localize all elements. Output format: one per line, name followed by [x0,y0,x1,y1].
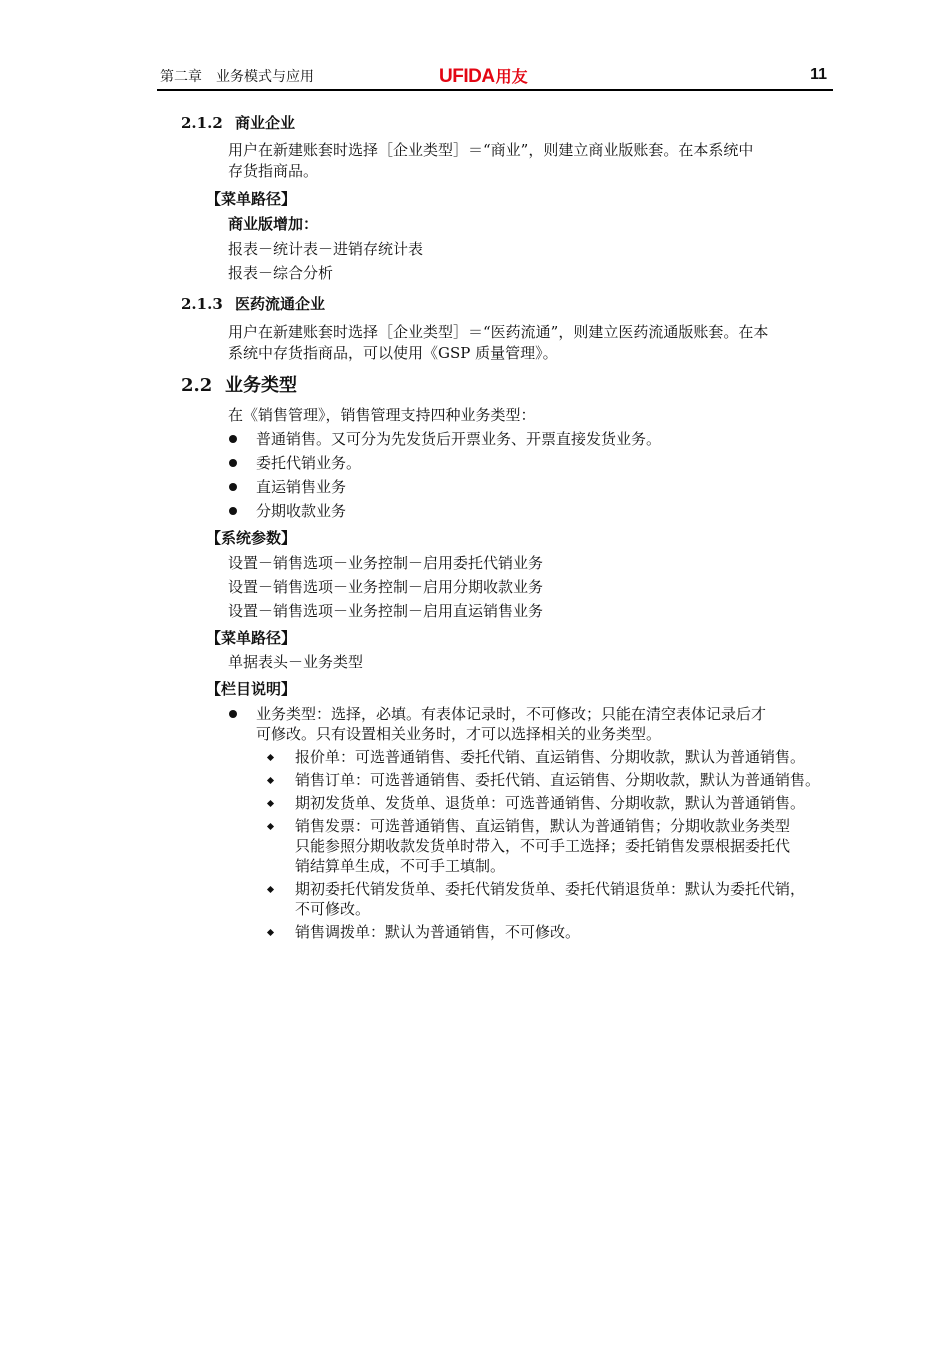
paragraph-line: 存货指商品。 [228,162,319,180]
bullet-item: 直运销售业务 [256,478,347,496]
menu-path-heading: 【菜单路径】 [206,629,297,647]
intro-text: 在《销售管理》，销售管理支持四种业务类型： [228,406,536,424]
system-param-line: 设置－销售选项－业务控制－启用分期收款业务 [228,578,544,596]
bullet-item: 分期收款业务 [256,502,347,520]
paragraph-line: 系统中存货指商品，可以使用《GSP 质量管理》。 [228,344,558,362]
section-title: 商业企业 [235,114,296,132]
section-number: 2.1.2 [181,114,223,132]
menu-path-line: 报表－统计表－进销存统计表 [228,240,424,258]
section-heading-2-1-2 [181,112,295,134]
diamond-continuation: 销结算单生成，不可手工填制。 [295,857,506,875]
commercial-add-label: 商业版增加： [228,215,319,233]
menu-path-heading: 【菜单路径】 [206,190,297,208]
menu-path-line: 单据表头－业务类型 [228,653,364,671]
diamond-continuation: 只能参照分期收款发货单时带入，不可手工选择；委托销售发票根据委托代 [295,837,791,855]
system-params-heading: 【系统参数】 [206,529,297,547]
diamond-item: 销售订单：可选普通销售、委托代销、直运销售、分期收款，默认为普通销售。 [295,771,821,789]
logo-latin-text: UFIDA [439,66,495,87]
diamond-item: 报价单：可选普通销售、委托代销、直运销售、分期收款，默认为普通销售。 [295,748,806,766]
system-param-line: 设置－销售选项－业务控制－启用委托代销业务 [228,554,544,572]
diamond-continuation: 不可修改。 [295,900,371,918]
diamond-item: 期初委托代销发货单、委托代销发货单、委托代销退货单：默认为委托代销， [295,880,806,898]
system-param-line: 设置－销售选项－业务控制－启用直运销售业务 [228,602,544,620]
chapter-title: 第二章 业务模式与应用 [160,69,314,85]
section-number: 2.2 [181,375,213,396]
section-title: 医药流通企业 [235,295,326,313]
page-number: 11 [810,66,827,83]
logo-chinese-text: 用友 [495,67,528,86]
section-heading-2-1-3 [181,293,325,315]
bullet-continuation: 可修改。只有设置相关业务时，才可以选择相关的业务类型。 [256,725,662,743]
section-title: 业务类型 [225,375,297,396]
bullet-item: 普通销售。又可分为先发货后开票业务、开票直接发货业务。 [256,430,662,448]
page-header [157,63,833,91]
ufida-logo [439,64,528,88]
diamond-item: 销售调拨单：默认为普通销售，不可修改。 [295,923,581,941]
menu-path-line: 报表－综合分析 [228,264,334,282]
bullet-item: 委托代销业务。 [256,454,362,472]
paragraph-line: 用户在新建账套时选择［企业类型］＝“商业”，则建立商业版账套。在本系统中 [228,141,754,159]
bullet-item: 业务类型：选择，必填。有表体记录时，不可修改；只能在清空表体记录后才 [256,705,767,723]
diamond-item: 期初发货单、发货单、退货单：可选普通销售、分期收款，默认为普通销售。 [295,794,806,812]
column-description-heading: 【栏目说明】 [206,680,297,698]
diamond-item: 销售发票：可选普通销售、直运销售，默认为普通销售；分期收款业务类型 [295,817,791,835]
paragraph-line: 用户在新建账套时选择［企业类型］＝“医药流通”，则建立医药流通版账套。在本 [228,323,769,341]
section-heading-2-2 [181,375,297,397]
section-number: 2.1.3 [181,295,223,313]
